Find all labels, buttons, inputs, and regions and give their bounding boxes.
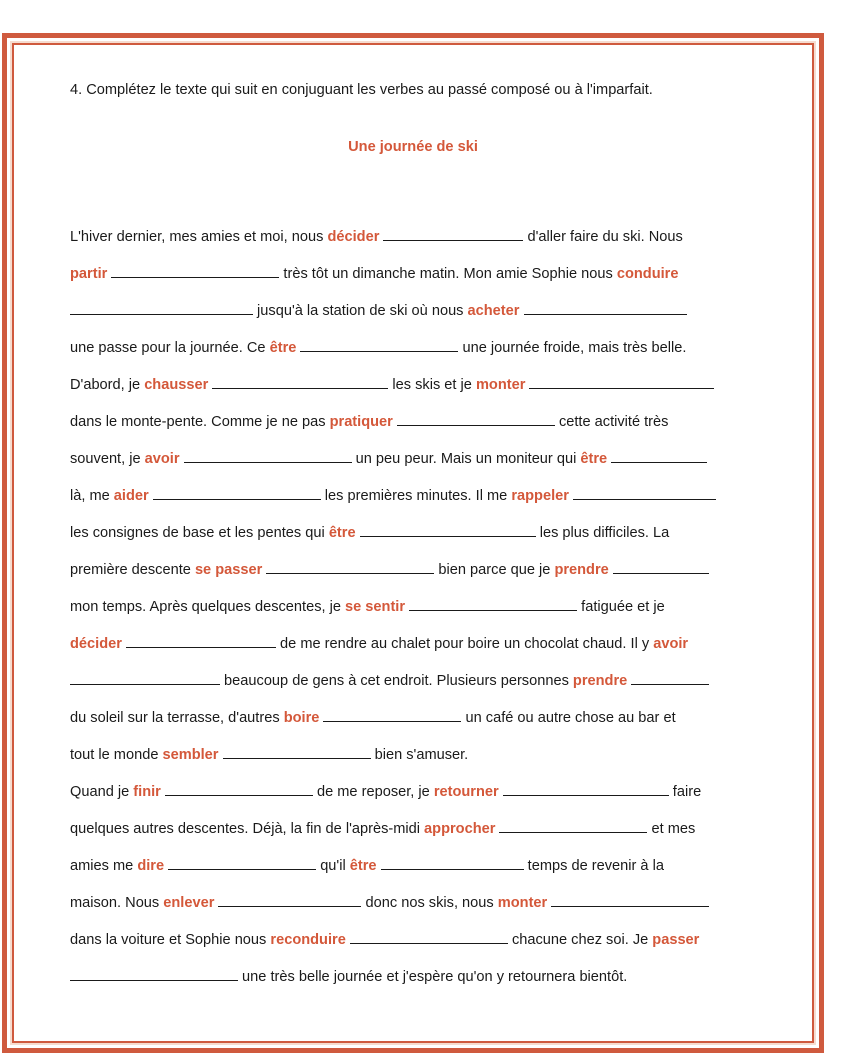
- verb-infinitive: avoir: [653, 636, 689, 652]
- verb-infinitive: approcher: [424, 821, 496, 837]
- text-fragment: amies me: [70, 858, 138, 874]
- text-fragment: très tôt un dimanche matin. Mon amie Sophie nous: [279, 266, 617, 282]
- answer-blank[interactable]: [323, 707, 461, 722]
- verb-infinitive: enlever: [163, 895, 215, 911]
- text-line: [70, 670, 770, 707]
- exercise-instruction: 4. Complétez le texte qui suit en conjuguant les verbes au passé composé ou à l'imparfait.: [70, 82, 653, 98]
- text-line: [70, 744, 770, 781]
- text-fragment: les skis et je: [388, 377, 476, 393]
- answer-blank[interactable]: [524, 300, 687, 315]
- verb-infinitive: prendre: [554, 562, 609, 578]
- answer-blank[interactable]: [70, 300, 253, 315]
- verb-infinitive: prendre: [572, 673, 628, 689]
- text-line: [70, 226, 770, 263]
- exercise-text: [70, 226, 770, 1003]
- verb-infinitive: décider: [327, 229, 380, 245]
- text-fragment: les premières minutes. Il me: [320, 488, 512, 504]
- text-line: [70, 559, 770, 596]
- answer-blank[interactable]: [70, 670, 220, 685]
- answer-blank[interactable]: [613, 559, 709, 574]
- text-line: [70, 300, 770, 337]
- verb-infinitive: pratiquer: [329, 414, 393, 430]
- text-fragment: jusqu'à la station de ski où nous: [253, 303, 468, 319]
- text-line: [70, 892, 770, 929]
- answer-blank[interactable]: [165, 781, 313, 796]
- answer-blank[interactable]: [409, 596, 577, 611]
- text-fragment: maison. Nous: [70, 895, 164, 911]
- text-line: [70, 818, 770, 855]
- text-line: [70, 966, 770, 1003]
- text-fragment: cette activité très: [554, 414, 669, 430]
- text-fragment: D'abord, je: [70, 377, 145, 393]
- text-fragment: bien s'amuser.: [370, 747, 469, 763]
- exercise-title: Une journée de ski: [348, 139, 478, 155]
- text-line: [70, 929, 770, 966]
- text-fragment: chacune chez soi. Je: [507, 932, 653, 948]
- verb-infinitive: monter: [497, 895, 548, 911]
- verb-infinitive: monter: [475, 377, 526, 393]
- answer-blank[interactable]: [573, 485, 716, 500]
- text-fragment: tout le monde: [70, 747, 163, 763]
- verb-infinitive: reconduire: [270, 932, 346, 948]
- verb-infinitive: retourner: [433, 784, 499, 800]
- text-line: [70, 522, 770, 559]
- verb-infinitive: finir: [133, 784, 161, 800]
- answer-blank[interactable]: [168, 855, 316, 870]
- verb-infinitive: aider: [113, 488, 149, 504]
- verb-infinitive: partir: [70, 266, 108, 282]
- answer-blank[interactable]: [218, 892, 361, 907]
- text-fragment: de me rendre au chalet pour boire un chocolat chaud. Il y: [275, 636, 654, 652]
- verb-infinitive: dire: [137, 858, 165, 874]
- text-line: [70, 263, 770, 300]
- answer-blank[interactable]: [381, 855, 524, 870]
- answer-blank[interactable]: [212, 374, 388, 389]
- answer-blank[interactable]: [184, 448, 352, 463]
- text-fragment: donc nos skis, nous: [361, 895, 498, 911]
- text-fragment: L'hiver dernier, mes amies et moi, nous: [70, 229, 328, 245]
- text-line: [70, 374, 770, 411]
- text-line: [70, 707, 770, 744]
- verb-infinitive: conduire: [616, 266, 679, 282]
- text-fragment: une très belle journée et j'espère qu'on y retournera bientôt.: [238, 969, 628, 985]
- text-fragment: une journée froide, mais très belle.: [458, 340, 687, 356]
- text-line: [70, 485, 770, 522]
- answer-blank[interactable]: [300, 337, 458, 352]
- answer-blank[interactable]: [551, 892, 709, 907]
- answer-blank[interactable]: [126, 633, 276, 648]
- text-fragment: du soleil sur la terrasse, d'autres: [70, 710, 284, 726]
- verb-infinitive: être: [580, 451, 608, 467]
- text-fragment: bien parce que je: [434, 562, 555, 578]
- verb-infinitive: être: [328, 525, 356, 541]
- answer-blank[interactable]: [266, 559, 434, 574]
- text-line: [70, 411, 770, 448]
- text-fragment: un café ou autre chose au bar et: [461, 710, 676, 726]
- verb-infinitive: chausser: [144, 377, 209, 393]
- text-fragment: Quand je: [70, 784, 134, 800]
- answer-blank[interactable]: [350, 929, 508, 944]
- verb-infinitive: être: [269, 340, 297, 356]
- text-fragment: de me reposer, je: [312, 784, 434, 800]
- text-fragment: dans la voiture et Sophie nous: [70, 932, 271, 948]
- text-fragment: un peu peur. Mais un moniteur qui: [351, 451, 581, 467]
- verb-infinitive: être: [349, 858, 377, 874]
- answer-blank[interactable]: [503, 781, 669, 796]
- answer-blank[interactable]: [223, 744, 371, 759]
- text-fragment: là, me: [70, 488, 114, 504]
- text-line: [70, 633, 770, 670]
- answer-blank[interactable]: [499, 818, 647, 833]
- text-fragment: et mes: [647, 821, 696, 837]
- text-fragment: les plus difficiles. La: [535, 525, 670, 541]
- answer-blank[interactable]: [70, 966, 238, 981]
- verb-infinitive: passer: [652, 932, 700, 948]
- answer-blank[interactable]: [111, 263, 279, 278]
- answer-blank[interactable]: [383, 226, 523, 241]
- answer-blank[interactable]: [360, 522, 536, 537]
- text-fragment: dans le monte-pente. Comme je ne pas: [70, 414, 330, 430]
- text-fragment: première descente: [70, 562, 195, 578]
- text-fragment: qu'il: [316, 858, 350, 874]
- verb-infinitive: avoir: [144, 451, 180, 467]
- text-fragment: temps de revenir à la: [523, 858, 664, 874]
- text-line: [70, 855, 770, 892]
- text-fragment: d'aller faire du ski. Nous: [523, 229, 683, 245]
- answer-blank[interactable]: [397, 411, 555, 426]
- verb-infinitive: se passer: [194, 562, 263, 578]
- text-fragment: mon temps. Après quelques descentes, je: [70, 599, 346, 615]
- verb-infinitive: boire: [283, 710, 320, 726]
- answer-blank[interactable]: [153, 485, 321, 500]
- verb-infinitive: se sentir: [345, 599, 406, 615]
- answer-blank[interactable]: [611, 448, 707, 463]
- answer-blank[interactable]: [631, 670, 709, 685]
- text-fragment: les consignes de base et les pentes qui: [70, 525, 329, 541]
- text-line: [70, 337, 770, 374]
- verb-infinitive: sembler: [162, 747, 219, 763]
- text-fragment: quelques autres descentes. Déjà, la fin de l'après-midi: [70, 821, 425, 837]
- verb-infinitive: acheter: [467, 303, 520, 319]
- text-line: [70, 781, 770, 818]
- text-line: [70, 596, 770, 633]
- text-fragment: une passe pour la journée. Ce: [70, 340, 270, 356]
- answer-blank[interactable]: [529, 374, 714, 389]
- text-fragment: beaucoup de gens à cet endroit. Plusieurs personnes: [220, 673, 573, 689]
- text-fragment: fatiguée et je: [577, 599, 665, 615]
- text-line: [70, 448, 770, 485]
- verb-infinitive: décider: [70, 636, 122, 652]
- text-fragment: souvent, je: [70, 451, 145, 467]
- text-fragment: faire: [668, 784, 702, 800]
- verb-infinitive: rappeler: [511, 488, 569, 504]
